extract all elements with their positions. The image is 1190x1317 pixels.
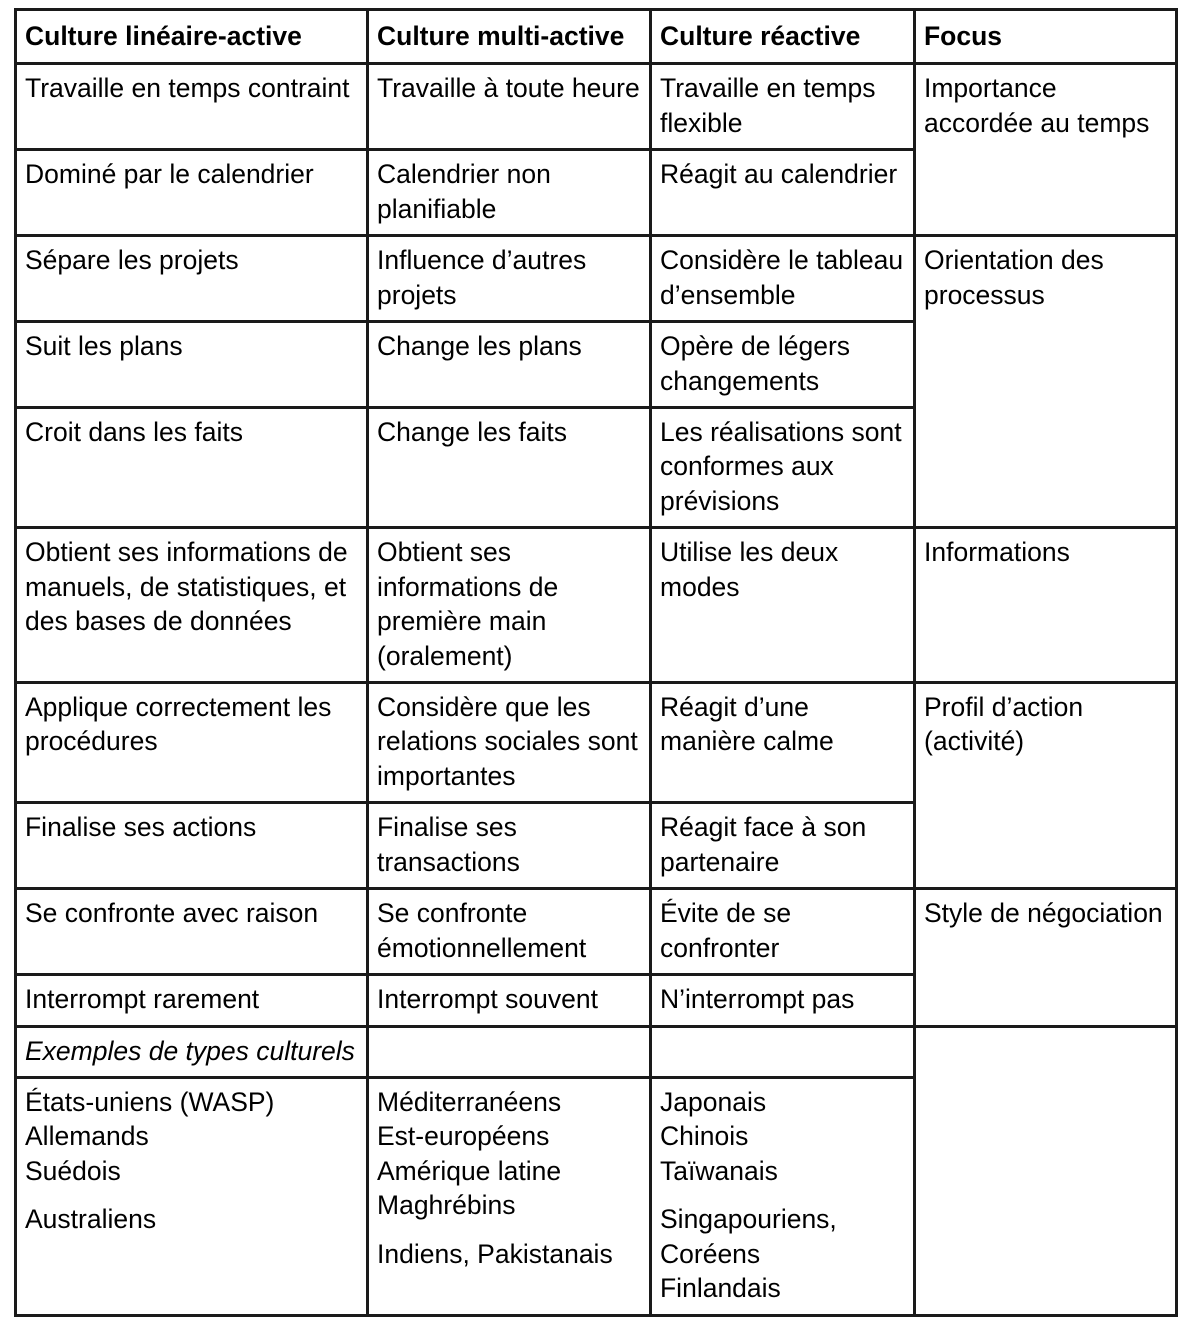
cell-linear: Suit les plans	[16, 322, 368, 408]
cell-reactive: Travaille en temps flexible	[651, 64, 915, 150]
table-row	[16, 236, 1177, 322]
cell-reactive: Réagit au calendrier	[651, 150, 915, 236]
example-item: Est-européens	[377, 1121, 550, 1152]
cell-multi: Influence d’autres projets	[368, 236, 651, 322]
table-row	[16, 528, 1177, 683]
table-row	[16, 889, 1177, 975]
cell-linear: Travaille en temps contraint	[16, 64, 368, 150]
cell-linear: Finalise ses actions	[16, 803, 368, 889]
example-item: Amérique latine	[377, 1155, 562, 1186]
cell-reactive: Considère le tableau d’ensemble	[651, 236, 915, 322]
example-item: Singapouriens,	[660, 1204, 837, 1235]
cell-reactive: Réagit face à son partenaire	[651, 803, 915, 889]
spacer	[660, 1188, 905, 1202]
culture-comparison-table	[14, 8, 1178, 1317]
cell-multi: Finalise ses transactions	[368, 803, 651, 889]
cell-linear: Applique correctement les procédures	[16, 683, 368, 803]
cell-multi: Obtient ses informations de première main (oralement)	[368, 528, 651, 683]
cell-empty	[368, 1026, 651, 1077]
section-label-examples: Exemples de types culturels	[16, 1026, 368, 1077]
cell-multi: Interrompt souvent	[368, 975, 651, 1026]
cell-focus: Style de négociation	[915, 889, 1177, 1026]
cell-focus: Profil d’action (activité)	[915, 683, 1177, 889]
cell-reactive: Les réalisations sont conformes aux prévisions	[651, 407, 915, 527]
cell-examples-multi	[368, 1077, 651, 1315]
example-item: États-uniens (WASP)	[25, 1086, 275, 1117]
column-header-multi-active: Culture multi-active	[368, 10, 651, 64]
cell-reactive: N’interrompt pas	[651, 975, 915, 1026]
cell-linear: Se confronte avec raison	[16, 889, 368, 975]
example-item: Taïwanais	[660, 1155, 778, 1186]
example-item: Japonais	[660, 1086, 767, 1117]
column-header-reactive: Culture réactive	[651, 10, 915, 64]
cell-linear: Sépare les projets	[16, 236, 368, 322]
cell-focus: Informations	[915, 528, 1177, 683]
cell-examples-linear	[16, 1077, 368, 1315]
cell-empty-focus	[915, 1026, 1177, 1315]
spacer	[25, 1188, 358, 1202]
cell-empty	[651, 1026, 915, 1077]
table-header-row	[16, 10, 1177, 64]
table-row	[16, 64, 1177, 150]
cell-multi: Travaille à toute heure	[368, 64, 651, 150]
cell-reactive: Réagit d’une manière calme	[651, 683, 915, 803]
example-item: Australiens	[25, 1204, 157, 1235]
cell-multi: Change les plans	[368, 322, 651, 408]
example-item: Chinois	[660, 1121, 749, 1152]
example-item: Finlandais	[660, 1273, 781, 1304]
example-item: Allemands	[25, 1121, 149, 1152]
cell-reactive: Opère de légers changements	[651, 322, 915, 408]
cell-multi: Calendrier non planifiable	[368, 150, 651, 236]
example-item: Indiens, Pakistanais	[377, 1238, 613, 1269]
cell-linear: Interrompt rarement	[16, 975, 368, 1026]
cell-multi: Considère que les relations sociales sont importantes	[368, 683, 651, 803]
cell-multi: Change les faits	[368, 407, 651, 527]
cell-reactive: Évite de se confronter	[651, 889, 915, 975]
table-section-row	[16, 1026, 1177, 1077]
example-item: Coréens	[660, 1238, 761, 1269]
example-item: Méditerranéens	[377, 1086, 562, 1117]
cell-multi: Se confronte émotionnellement	[368, 889, 651, 975]
cell-reactive: Utilise les deux modes	[651, 528, 915, 683]
column-header-focus: Focus	[915, 10, 1177, 64]
example-item: Suédois	[25, 1155, 121, 1186]
cell-linear: Obtient ses informations de manuels, de statistiques, et des bases de données	[16, 528, 368, 683]
cell-focus: Orientation des processus	[915, 236, 1177, 528]
cell-linear: Croit dans les faits	[16, 407, 368, 527]
cell-examples-reactive	[651, 1077, 915, 1315]
table-row	[16, 683, 1177, 803]
cell-focus: Importance accordée au temps	[915, 64, 1177, 236]
example-item: Maghrébins	[377, 1190, 516, 1221]
cell-linear: Dominé par le calendrier	[16, 150, 368, 236]
spacer	[377, 1223, 641, 1237]
column-header-linear-active: Culture linéaire-active	[16, 10, 368, 64]
